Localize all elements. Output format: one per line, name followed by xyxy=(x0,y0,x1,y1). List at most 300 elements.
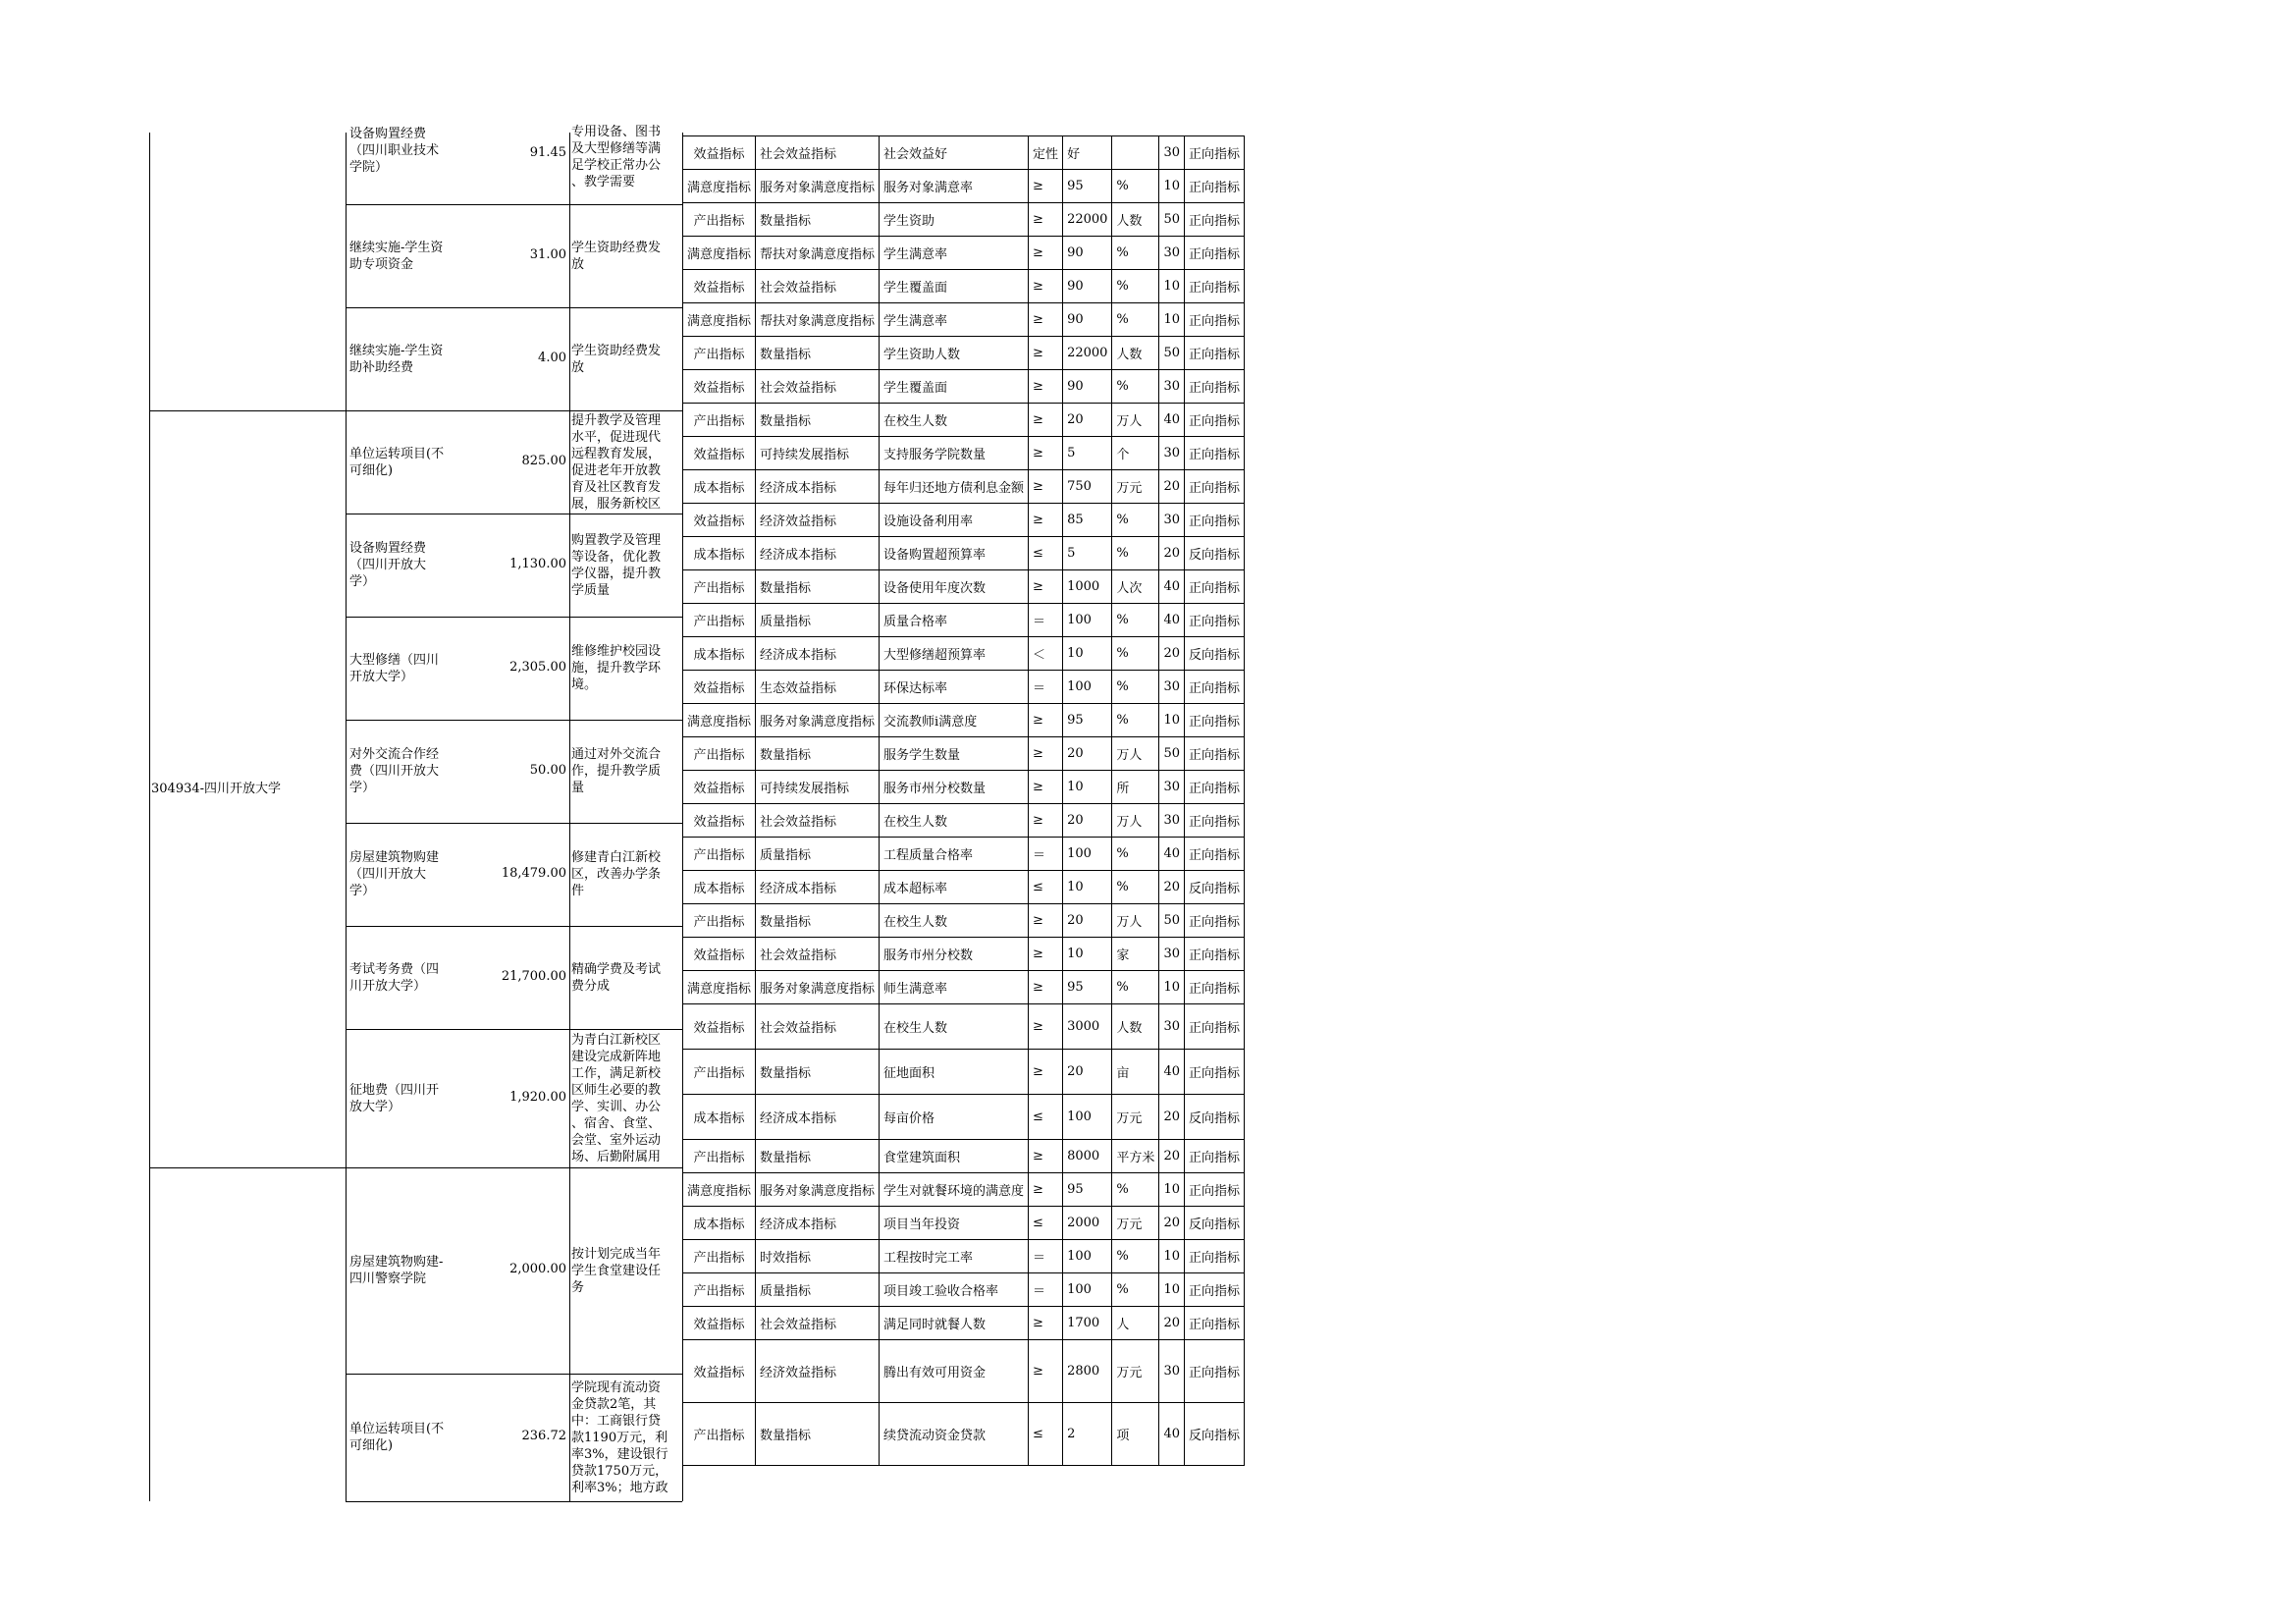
table-row xyxy=(683,1207,1245,1240)
indicator-cell: 万人 xyxy=(1112,904,1159,938)
indicator-cell: 社会效益指标 xyxy=(756,370,880,404)
indicator-cell: ＝ xyxy=(1029,671,1063,704)
indicator-cell: 90 xyxy=(1063,303,1112,337)
indicator-cell: 定性 xyxy=(1029,136,1063,170)
indicator-cell: 满意度指标 xyxy=(683,303,756,337)
indicator-cell: % xyxy=(1112,671,1159,704)
indicator-cell: 20 xyxy=(1159,537,1185,570)
grid-line-h xyxy=(346,1501,682,1502)
indicator-cell: 2 xyxy=(1063,1403,1112,1466)
table-row xyxy=(683,237,1245,270)
indicator-cell: 正向指标 xyxy=(1184,337,1244,370)
table-row xyxy=(683,470,1245,504)
grid-line-h xyxy=(346,307,682,308)
indicator-cell: 效益指标 xyxy=(683,804,756,838)
indicator-cell: % xyxy=(1112,170,1159,203)
indicator-cell: 95 xyxy=(1063,971,1112,1004)
indicator-cell: 正向指标 xyxy=(1184,671,1244,704)
indicator-cell: ≥ xyxy=(1029,237,1063,270)
indicator-cell: % xyxy=(1112,871,1159,904)
indicator-cell: 反向指标 xyxy=(1184,637,1244,671)
table-row xyxy=(683,971,1245,1004)
indicator-cell: 10 xyxy=(1063,871,1112,904)
indicator-cell: 效益指标 xyxy=(683,136,756,170)
indicator-cell: ≥ xyxy=(1029,270,1063,303)
indicator-cell: 数量指标 xyxy=(756,337,880,370)
indicator-cell: 正向指标 xyxy=(1184,170,1244,203)
project-goal: 学生资助经费发 放 xyxy=(571,240,662,272)
indicator-cell: 个 xyxy=(1112,437,1159,470)
indicator-cell: 正向指标 xyxy=(1184,938,1244,971)
indicator-cell: 产出指标 xyxy=(683,1140,756,1173)
indicator-cell: 满意度指标 xyxy=(683,1173,756,1207)
indicator-cell: 20 xyxy=(1063,404,1112,437)
indicator-cell: ≤ xyxy=(1029,871,1063,904)
indicator-cell: 20 xyxy=(1063,1050,1112,1095)
indicator-cell: 产出指标 xyxy=(683,1403,756,1466)
indicator-cell: ≥ xyxy=(1029,504,1063,537)
indicator-cell: 10 xyxy=(1063,938,1112,971)
indicator-cell: 效益指标 xyxy=(683,1340,756,1403)
indicator-cell: 产出指标 xyxy=(683,604,756,637)
indicator-cell: 正向指标 xyxy=(1184,1050,1244,1095)
indicator-cell: 30 xyxy=(1159,938,1185,971)
indicator-cell: 效益指标 xyxy=(683,1307,756,1340)
indicator-cell: 40 xyxy=(1159,838,1185,871)
project-amount: 31.00 xyxy=(529,246,566,262)
indicator-cell: 数量指标 xyxy=(756,570,880,604)
indicator-cell: 满足同时就餐人数 xyxy=(880,1307,1029,1340)
indicator-cell: ≥ xyxy=(1029,1173,1063,1207)
table-row xyxy=(683,203,1245,237)
indicator-cell: 正向指标 xyxy=(1184,136,1244,170)
indicator-cell: 90 xyxy=(1063,370,1112,404)
indicator-cell: 20 xyxy=(1063,804,1112,838)
indicator-cell: 服务市州分校数 xyxy=(880,938,1029,971)
indicator-cell: ＝ xyxy=(1029,604,1063,637)
indicator-cell: 正向指标 xyxy=(1184,704,1244,737)
indicator-cell: 10 xyxy=(1159,303,1185,337)
indicator-cell: ≥ xyxy=(1029,303,1063,337)
indicator-cell: % xyxy=(1112,604,1159,637)
indicator-cell: 人数 xyxy=(1112,1004,1159,1050)
project-amount: 1,130.00 xyxy=(509,556,566,571)
indicator-cell: 10 xyxy=(1159,971,1185,1004)
indicator-cell: 学生覆盖面 xyxy=(880,370,1029,404)
indicator-cell: 社会效益指标 xyxy=(756,1307,880,1340)
indicator-cell: 在校生人数 xyxy=(880,804,1029,838)
indicator-cell: 人次 xyxy=(1112,570,1159,604)
indicator-cell: 反向指标 xyxy=(1184,537,1244,570)
indicator-cell: 万人 xyxy=(1112,404,1159,437)
table-row xyxy=(683,1273,1245,1307)
indicator-cell: 100 xyxy=(1063,604,1112,637)
indicator-cell: ≥ xyxy=(1029,570,1063,604)
project-goal: 提升教学及管理 水平，促进现代 远程教育发展， 促进老年开放教 育及社区教育发 展，服务新校区 xyxy=(571,413,662,512)
indicator-cell: ≤ xyxy=(1029,1403,1063,1466)
indicator-cell: 正向指标 xyxy=(1184,1140,1244,1173)
indicator-cell: 30 xyxy=(1159,771,1185,804)
grid-line-h xyxy=(149,410,346,411)
indicator-cell: % xyxy=(1112,237,1159,270)
indicator-cell: 学生覆盖面 xyxy=(880,270,1029,303)
indicator-cell: 经济成本指标 xyxy=(756,470,880,504)
table-row xyxy=(683,1095,1245,1140)
indicator-cell: 95 xyxy=(1063,704,1112,737)
indicator-cell: 30 xyxy=(1159,237,1185,270)
indicator-cell: % xyxy=(1112,537,1159,570)
indicator-cell: 成本指标 xyxy=(683,537,756,570)
indicator-cell xyxy=(1112,136,1159,170)
indicator-cell: 经济成本指标 xyxy=(756,1095,880,1140)
indicator-cell: 产出指标 xyxy=(683,203,756,237)
indicator-cell: ≥ xyxy=(1029,938,1063,971)
indicator-cell: 20 xyxy=(1063,737,1112,771)
table-row xyxy=(683,170,1245,203)
grid-line-h xyxy=(346,1029,682,1030)
indicator-cell: % xyxy=(1112,270,1159,303)
project-amount: 1,920.00 xyxy=(509,1089,566,1105)
indicator-cell: 效益指标 xyxy=(683,671,756,704)
grid-line-h xyxy=(346,410,682,411)
indicator-cell: 100 xyxy=(1063,838,1112,871)
indicator-cell: 每亩价格 xyxy=(880,1095,1029,1140)
indicator-cell: 项目竣工验收合格率 xyxy=(880,1273,1029,1307)
indicator-cell: 帮扶对象满意度指标 xyxy=(756,303,880,337)
indicator-cell: 5 xyxy=(1063,437,1112,470)
indicator-cell: 20 xyxy=(1159,1140,1185,1173)
indicator-cell: 30 xyxy=(1159,136,1185,170)
grid-line-h xyxy=(346,720,682,721)
indicator-cell: 质量合格率 xyxy=(880,604,1029,637)
indicator-cell: ≥ xyxy=(1029,404,1063,437)
indicator-cell: 好 xyxy=(1063,136,1112,170)
indicator-cell: ＝ xyxy=(1029,838,1063,871)
indicator-cell: 社会效益指标 xyxy=(756,270,880,303)
indicator-cell: 产出指标 xyxy=(683,1273,756,1307)
indicator-cell: 成本指标 xyxy=(683,637,756,671)
indicator-cell: 1000 xyxy=(1063,570,1112,604)
indicator-cell: 正向指标 xyxy=(1184,1307,1244,1340)
indicator-cell: ≤ xyxy=(1029,537,1063,570)
indicator-cell: 正向指标 xyxy=(1184,504,1244,537)
table-row xyxy=(683,437,1245,470)
indicator-cell: 效益指标 xyxy=(683,938,756,971)
indicator-cell: ≥ xyxy=(1029,771,1063,804)
indicator-cell: 数量指标 xyxy=(756,1403,880,1466)
indicator-cell: 社会效益指标 xyxy=(756,136,880,170)
project-goal: 学院现有流动资 金贷款2笔，其 中：工商银行贷 款1190万元，利 率3%，建设银行 贷款1750万元， 利率3%；地方政 xyxy=(571,1380,668,1495)
indicator-cell: ≥ xyxy=(1029,1307,1063,1340)
indicator-cell: 正向指标 xyxy=(1184,370,1244,404)
table-row xyxy=(683,1173,1245,1207)
indicator-cell: 满意度指标 xyxy=(683,237,756,270)
indicator-cell: % xyxy=(1112,504,1159,537)
indicator-cell: 30 xyxy=(1159,1340,1185,1403)
indicator-cell: 10 xyxy=(1159,704,1185,737)
indicator-cell: 每年归还地方债利息金额 xyxy=(880,470,1029,504)
indicator-cell: 生态效益指标 xyxy=(756,671,880,704)
indicator-cell: 正向指标 xyxy=(1184,270,1244,303)
indicator-cell: 成本指标 xyxy=(683,1207,756,1240)
indicator-cell: ≥ xyxy=(1029,804,1063,838)
indicator-cell: 反向指标 xyxy=(1184,871,1244,904)
table-row xyxy=(683,604,1245,637)
indicator-cell: % xyxy=(1112,303,1159,337)
indicator-cell: 社会效益指标 xyxy=(756,1004,880,1050)
indicator-cell: ＜ xyxy=(1029,637,1063,671)
indicator-cell: % xyxy=(1112,370,1159,404)
project-amount: 50.00 xyxy=(529,762,566,778)
indicator-cell: 正向指标 xyxy=(1184,1173,1244,1207)
grid-line-v xyxy=(149,133,150,1501)
table-row xyxy=(683,504,1245,537)
indicator-cell: 学生资助人数 xyxy=(880,337,1029,370)
table-row xyxy=(683,337,1245,370)
indicator-cell: 经济成本指标 xyxy=(756,871,880,904)
indicator-cell: 在校生人数 xyxy=(880,904,1029,938)
project-name: 单位运转项目(不 可细化) xyxy=(349,446,445,478)
indicator-cell: 数量指标 xyxy=(756,1140,880,1173)
indicator-cell: 正向指标 xyxy=(1184,1240,1244,1273)
indicator-cell: 8000 xyxy=(1063,1140,1112,1173)
indicator-cell: 20 xyxy=(1063,904,1112,938)
indicator-cell: 设备使用年度次数 xyxy=(880,570,1029,604)
project-name: 房屋建筑物购建 （四川开放大 学） xyxy=(349,850,440,898)
indicator-cell: ≥ xyxy=(1029,737,1063,771)
project-amount: 2,000.00 xyxy=(509,1262,566,1276)
indicator-cell: 成本指标 xyxy=(683,1095,756,1140)
indicator-cell: 100 xyxy=(1063,1240,1112,1273)
indicator-cell: 正向指标 xyxy=(1184,737,1244,771)
table-row xyxy=(683,1140,1245,1173)
indicator-cell: 正向指标 xyxy=(1184,971,1244,1004)
table-row xyxy=(683,737,1245,771)
indicator-cell: 20 xyxy=(1159,637,1185,671)
project-name: 对外交流合作经 费（四川开放大 学） xyxy=(349,747,440,795)
indicator-cell: ≥ xyxy=(1029,437,1063,470)
indicator-cell: 可持续发展指标 xyxy=(756,437,880,470)
indicator-cell: 平方米 xyxy=(1112,1140,1159,1173)
indicator-cell: 50 xyxy=(1159,203,1185,237)
indicator-cell: 50 xyxy=(1159,737,1185,771)
indicator-cell: 可持续发展指标 xyxy=(756,771,880,804)
table-row xyxy=(683,904,1245,938)
table-row xyxy=(683,1050,1245,1095)
project-goal: 购置教学及管理 等设备，优化教 学仪器，提升教 学质量 xyxy=(571,532,662,598)
grid-line-h xyxy=(346,617,682,618)
grid-line-v xyxy=(569,133,570,1501)
indicator-cell: 22000 xyxy=(1063,203,1112,237)
indicator-cell: 10 xyxy=(1063,637,1112,671)
project-amount: 91.45 xyxy=(529,145,566,160)
indicator-cell: 10 xyxy=(1159,170,1185,203)
indicator-cell: 家 xyxy=(1112,938,1159,971)
grid-line-h xyxy=(346,1167,682,1168)
table-row xyxy=(683,1340,1245,1403)
indicator-cell: 正向指标 xyxy=(1184,237,1244,270)
indicator-cell: 3000 xyxy=(1063,1004,1112,1050)
indicator-cell: 大型修缮超预算率 xyxy=(880,637,1029,671)
indicator-cell: 正向指标 xyxy=(1184,203,1244,237)
indicator-cell: 正向指标 xyxy=(1184,1340,1244,1403)
indicator-cell: 质量指标 xyxy=(756,838,880,871)
table-row xyxy=(683,671,1245,704)
indicator-cell: % xyxy=(1112,1173,1159,1207)
indicator-cell: 万元 xyxy=(1112,470,1159,504)
indicator-cell: % xyxy=(1112,704,1159,737)
indicator-cell: 人数 xyxy=(1112,337,1159,370)
indicator-cell: 师生满意率 xyxy=(880,971,1029,1004)
indicator-cell: 产出指标 xyxy=(683,838,756,871)
project-name: 继续实施-学生资 助补助经费 xyxy=(349,343,444,375)
indicator-cell: ≥ xyxy=(1029,904,1063,938)
indicator-cell: 学生满意率 xyxy=(880,237,1029,270)
grid-line-h xyxy=(346,823,682,824)
indicator-cell: 社会效益好 xyxy=(880,136,1029,170)
project-goal: 学生资助经费发 放 xyxy=(571,343,662,375)
indicator-cell: 90 xyxy=(1063,270,1112,303)
indicator-cell: % xyxy=(1112,838,1159,871)
indicator-cell: 服务学生数量 xyxy=(880,737,1029,771)
indicator-cell: 项 xyxy=(1112,1403,1159,1466)
indicator-cell: 社会效益指标 xyxy=(756,804,880,838)
indicator-cell: 50 xyxy=(1159,904,1185,938)
table-row xyxy=(683,804,1245,838)
indicator-cell: 帮扶对象满意度指标 xyxy=(756,237,880,270)
grid-line-h xyxy=(346,1374,682,1375)
indicator-cell: 社会效益指标 xyxy=(756,938,880,971)
indicator-cell: 腾出有效可用资金 xyxy=(880,1340,1029,1403)
indicator-cell: 正向指标 xyxy=(1184,1273,1244,1307)
indicator-cell: 100 xyxy=(1063,671,1112,704)
indicator-cell: 所 xyxy=(1112,771,1159,804)
indicator-cell: 服务市州分校数量 xyxy=(880,771,1029,804)
indicator-cell: 万元 xyxy=(1112,1095,1159,1140)
indicator-cell: 服务对象满意度指标 xyxy=(756,971,880,1004)
indicator-cell: 满意度指标 xyxy=(683,170,756,203)
indicator-cell: 正向指标 xyxy=(1184,804,1244,838)
indicator-cell: ≥ xyxy=(1029,1140,1063,1173)
indicator-cell: 20 xyxy=(1159,470,1185,504)
indicator-cell: 正向指标 xyxy=(1184,570,1244,604)
indicator-cell: 反向指标 xyxy=(1184,1403,1244,1466)
indicator-cell: 效益指标 xyxy=(683,504,756,537)
project-name: 单位运转项目(不 可细化) xyxy=(349,1422,445,1453)
indicator-cell: 成本指标 xyxy=(683,871,756,904)
indicator-cell: 万人 xyxy=(1112,804,1159,838)
indicator-cell: 在校生人数 xyxy=(880,1004,1029,1050)
indicator-cell: 万元 xyxy=(1112,1340,1159,1403)
project-goal: 专用设备、图书 及大型修缮等满 足学校正常办公 、教学需要 xyxy=(571,125,662,189)
table-row xyxy=(683,637,1245,671)
indicator-cell: 反向指标 xyxy=(1184,1207,1244,1240)
indicator-cell: 征地面积 xyxy=(880,1050,1029,1095)
indicator-cell: 90 xyxy=(1063,237,1112,270)
indicator-cell: 10 xyxy=(1159,1173,1185,1207)
indicator-cell: % xyxy=(1112,1240,1159,1273)
indicator-cell: ≥ xyxy=(1029,370,1063,404)
indicator-cell: 产出指标 xyxy=(683,404,756,437)
project-name: 继续实施-学生资 助专项资金 xyxy=(349,240,444,272)
indicator-cell: 40 xyxy=(1159,604,1185,637)
indicator-cell: 85 xyxy=(1063,504,1112,537)
indicator-cell: 经济成本指标 xyxy=(756,537,880,570)
table-row xyxy=(683,1004,1245,1050)
indicator-cell: 人数 xyxy=(1112,203,1159,237)
indicator-cell: ≥ xyxy=(1029,170,1063,203)
indicator-cell: 服务对象满意率 xyxy=(880,170,1029,203)
project-name: 房屋建筑物购建- 四川警察学院 xyxy=(349,1255,444,1286)
indicator-cell: 产出指标 xyxy=(683,337,756,370)
indicator-cell: 效益指标 xyxy=(683,437,756,470)
indicator-cell: 时效指标 xyxy=(756,1240,880,1273)
indicator-cell: 在校生人数 xyxy=(880,404,1029,437)
indicator-cell: 100 xyxy=(1063,1273,1112,1307)
indicator-cell: 产出指标 xyxy=(683,570,756,604)
indicator-cell: 数量指标 xyxy=(756,904,880,938)
indicator-cell: 经济成本指标 xyxy=(756,637,880,671)
project-name: 大型修缮（四川 开放大学） xyxy=(349,652,440,684)
table-row xyxy=(683,270,1245,303)
indicator-cell: ≥ xyxy=(1029,1050,1063,1095)
indicator-cell: 质量指标 xyxy=(756,1273,880,1307)
indicator-cell: 反向指标 xyxy=(1184,1095,1244,1140)
indicator-cell: 产出指标 xyxy=(683,737,756,771)
indicator-cell: 10 xyxy=(1063,771,1112,804)
indicator-cell: 30 xyxy=(1159,370,1185,404)
indicator-cell: 数量指标 xyxy=(756,404,880,437)
project-goal: 精确学费及考试 费分成 xyxy=(571,961,662,994)
table-row xyxy=(683,303,1245,337)
indicator-cell: 服务对象满意度指标 xyxy=(756,170,880,203)
indicator-cell: 学生满意率 xyxy=(880,303,1029,337)
indicator-cell: ≥ xyxy=(1029,337,1063,370)
indicator-cell: 续贷流动资金贷款 xyxy=(880,1403,1029,1466)
indicator-cell: 数量指标 xyxy=(756,737,880,771)
indicator-cell: 数量指标 xyxy=(756,203,880,237)
table-row xyxy=(683,136,1245,170)
project-goal: 为青白江新校区 建设完成新阵地 工作，满足新校 区师生必要的教 学、实训、办公 、宿舍、食堂、 会堂、室外运动 场、后勤附属用 xyxy=(571,1032,662,1164)
project-name: 考试考务费（四 川开放大学） xyxy=(349,961,440,994)
indicator-cell: 效益指标 xyxy=(683,771,756,804)
project-amount: 2,305.00 xyxy=(509,659,566,675)
indicator-cell: 10 xyxy=(1159,1273,1185,1307)
indicator-cell: 成本超标率 xyxy=(880,871,1029,904)
indicator-cell: 交流教师i满意度 xyxy=(880,704,1029,737)
indicator-cell: 20 xyxy=(1159,1207,1185,1240)
table-row xyxy=(683,938,1245,971)
indicator-cell: 质量指标 xyxy=(756,604,880,637)
indicator-cell: ≥ xyxy=(1029,704,1063,737)
indicator-cell: 满意度指标 xyxy=(683,971,756,1004)
indicator-cell: 30 xyxy=(1159,504,1185,537)
indicator-cell: 设备购置超预算率 xyxy=(880,537,1029,570)
indicator-cell: % xyxy=(1112,1273,1159,1307)
indicator-cell: % xyxy=(1112,637,1159,671)
indicator-cell: 满意度指标 xyxy=(683,704,756,737)
indicator-cell: 人 xyxy=(1112,1307,1159,1340)
indicator-cell: 工程质量合格率 xyxy=(880,838,1029,871)
indicator-cell: 学生对就餐环境的满意度 xyxy=(880,1173,1029,1207)
indicator-cell: 20 xyxy=(1159,1307,1185,1340)
indicator-cell: 万元 xyxy=(1112,1207,1159,1240)
project-name: 设备购置经费 （四川开放大 学） xyxy=(349,541,427,589)
indicator-cell: 20 xyxy=(1159,1095,1185,1140)
grid-line-h xyxy=(346,926,682,927)
table-row xyxy=(683,838,1245,871)
table-row xyxy=(683,570,1245,604)
